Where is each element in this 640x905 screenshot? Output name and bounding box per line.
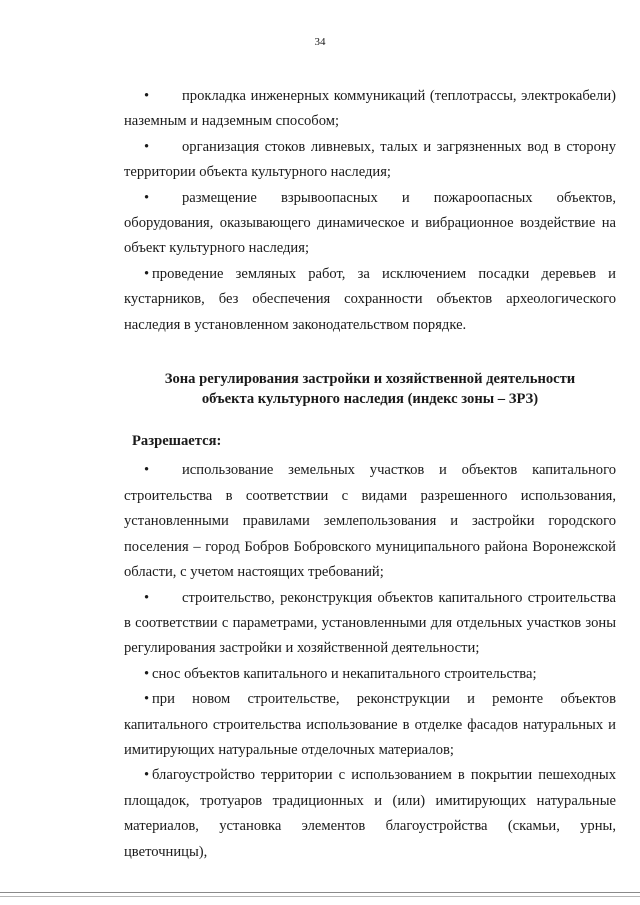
list-item-text: размещение взрывоопасных и пожароопасных объектов, оборудования, оказывающего динамическое и вибрационное воздействие на объект культурного наследия; [124, 189, 616, 257]
list-item [124, 763, 616, 865]
list-item [124, 262, 616, 338]
list-item [124, 458, 616, 585]
section-heading [124, 369, 616, 409]
list-item [124, 186, 616, 262]
bullet-marker: • [144, 691, 150, 708]
document-body [124, 84, 616, 865]
list-item [124, 662, 616, 687]
bullet-marker: • [144, 767, 150, 784]
list-item-text: организация стоков ливневых, талых и загрязненных вод в сторону территории объекта культурного наследия; [124, 138, 616, 181]
bullet-marker: • [144, 665, 150, 682]
list-item-text: строительство, реконструкция объектов капитального строительства в соответствии с параметрами, установленными для отдельных участков зоны регулирования застройки и хозяйственной деятельности; [124, 589, 616, 657]
footer-divider [0, 892, 640, 893]
section-heading-line: объекта культурного наследия (индекс зоны – ЗРЗ) [201, 391, 539, 408]
list-item-text: проведение земляных работ, за исключением посадки деревьев и кустарников, без обеспечения сохранности объектов археологического наследия в установленном законодательством порядке. [124, 265, 616, 333]
list-item-text: при новом строительстве, реконструкции и ремонте объектов капитального строительства использование в отделке фасадов натуральных и имитирующих натуральные отделочных материалов; [124, 691, 616, 758]
bullet-marker: • [144, 88, 150, 104]
page-number: 34 [314, 36, 326, 48]
list-item [124, 135, 616, 186]
bullet-marker: • [144, 265, 150, 282]
subheading-allowed: Разрешается: [132, 433, 222, 450]
section-heading-line: Зона регулирования застройки и хозяйственной деятельности [164, 371, 576, 388]
list-item-text: снос объектов капитального и некапитального строительства; [152, 665, 537, 682]
list-item-text: благоустройство территории с использованием в покрытии пешеходных площадок, тротуаров традиционных и (или) имитирующих натуральные материалов, установка элементов благоустройства (скамьи, урны, цветочницы), [124, 767, 616, 860]
list-item [124, 586, 616, 662]
bullet-marker: • [144, 189, 150, 206]
list-item [124, 84, 616, 135]
list-item [124, 687, 616, 763]
bullet-marker: • [144, 138, 150, 155]
list-item-text: использование земельных участков и объектов капитального строительства в соответствии с видами разрешенного использования, установленными правилами землепользования и застройки городского поселения – город Бобров Бобровского муниципального района Воронежской области, с учетом настоящих требований; [124, 462, 616, 581]
footer-divider [0, 896, 640, 897]
bullet-marker: • [144, 589, 150, 606]
list-item-text: прокладка инженерных коммуникаций (теплотрассы, электрокабели) наземным и надземным способом; [124, 88, 616, 130]
bullet-marker: • [144, 462, 150, 479]
